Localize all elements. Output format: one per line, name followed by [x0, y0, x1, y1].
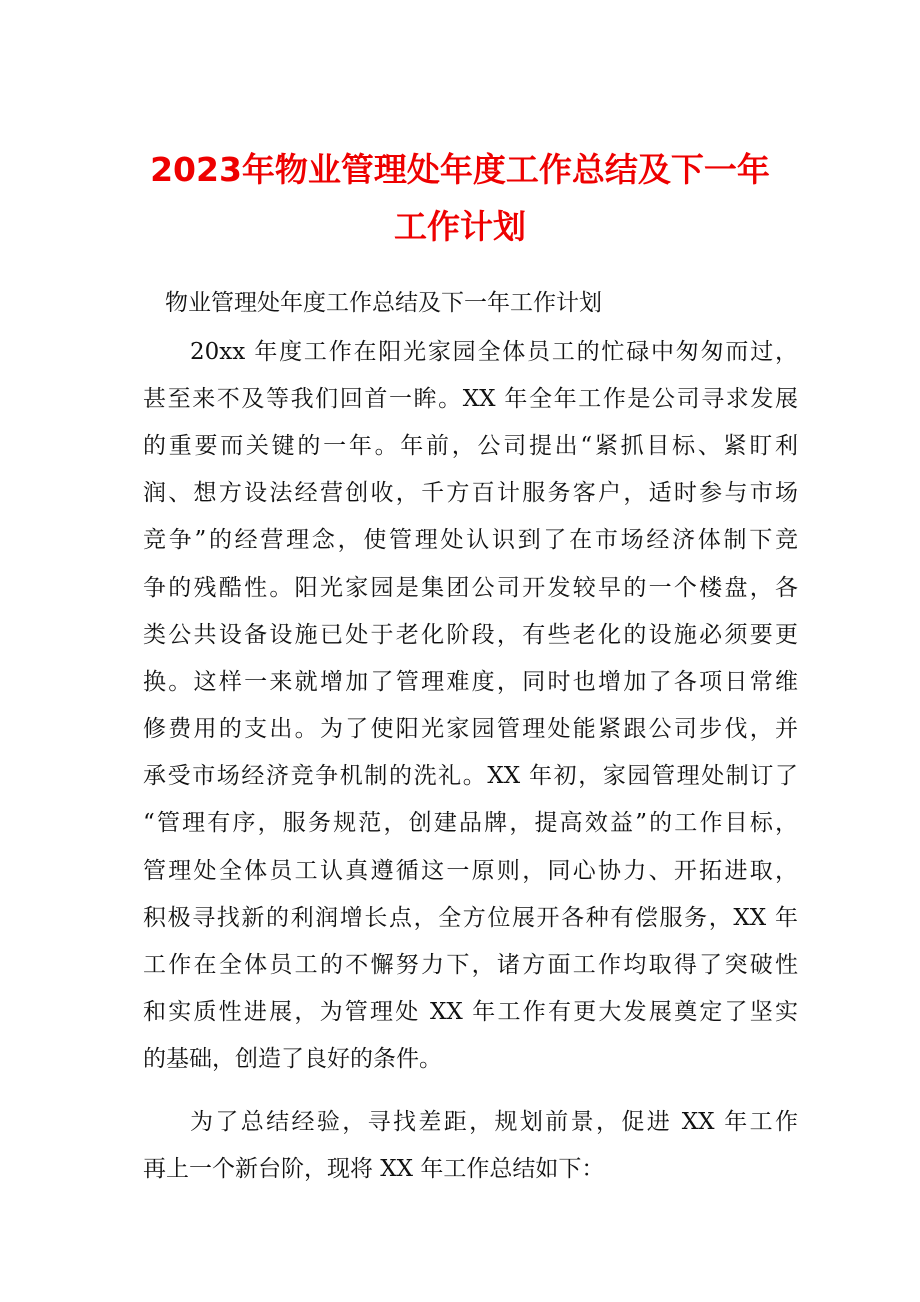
paragraph-line: 润、想方设法经营创收，千方百计服务客户，适时参与市场 — [143, 480, 798, 506]
paragraph-line: “管理有序，服务规范，创建品牌，提高效益”的工作目标， — [143, 810, 798, 836]
document-title-line-1: 2023年物业管理处年度工作总结及下一年 — [150, 150, 770, 189]
paragraph-line: 的基础，创造了良好的条件。 — [143, 1046, 442, 1072]
document-title-line-2: 工作计划 — [394, 207, 526, 246]
paragraph-line: 争的残酷性。阳光家园是集团公司开发较早的一个楼盘，各 — [143, 575, 798, 601]
paragraph-line: 甚至来不及等我们回首一眸。XX 年全年工作是公司寻求发展 — [143, 386, 798, 412]
paragraph-line: 工作在全体员工的不懈努力下，诸方面工作均取得了突破性 — [143, 952, 798, 978]
paragraph-line: 再上一个新台阶，现将 XX 年工作总结如下： — [143, 1156, 605, 1182]
paragraph-line: 类公共设备设施已处于老化阶段，有些老化的设施必须要更 — [143, 622, 798, 648]
paragraph-line: 换。这样一来就增加了管理难度，同时也增加了各项日常维 — [143, 669, 798, 695]
paragraph-line: 承受市场经济竞争机制的洗礼。XX 年初，家园管理处制订了 — [143, 763, 798, 789]
paragraph-line: 和实质性进展，为管理处 XX 年工作有更大发展奠定了坚实 — [143, 999, 798, 1025]
paragraph-line: 为了总结经验，寻找差距，规划前景，促进 XX 年工作 — [190, 1109, 798, 1135]
paragraph-line: 管理处全体员工认真遵循这一原则，同心协力、开拓进取， — [143, 858, 798, 884]
paragraph-line: 修费用的支出。为了使阳光家园管理处能紧跟公司步伐，并 — [143, 716, 798, 742]
paragraph-line: 积极寻找新的利润增长点，全方位展开各种有偿服务，XX 年 — [143, 905, 798, 931]
paragraph-line: 20xx 年度工作在阳光家园全体员工的忙碌中匆匆而过， — [190, 339, 798, 365]
document-subtitle: 物业管理处年度工作总结及下一年工作计划 — [165, 290, 602, 316]
paragraph-line: 的重要而关键的一年。年前，公司提出“紧抓目标、紧盯利 — [143, 433, 798, 459]
paragraph-line: 竞争”的经营理念，使管理处认识到了在市场经济体制下竞 — [143, 527, 798, 553]
